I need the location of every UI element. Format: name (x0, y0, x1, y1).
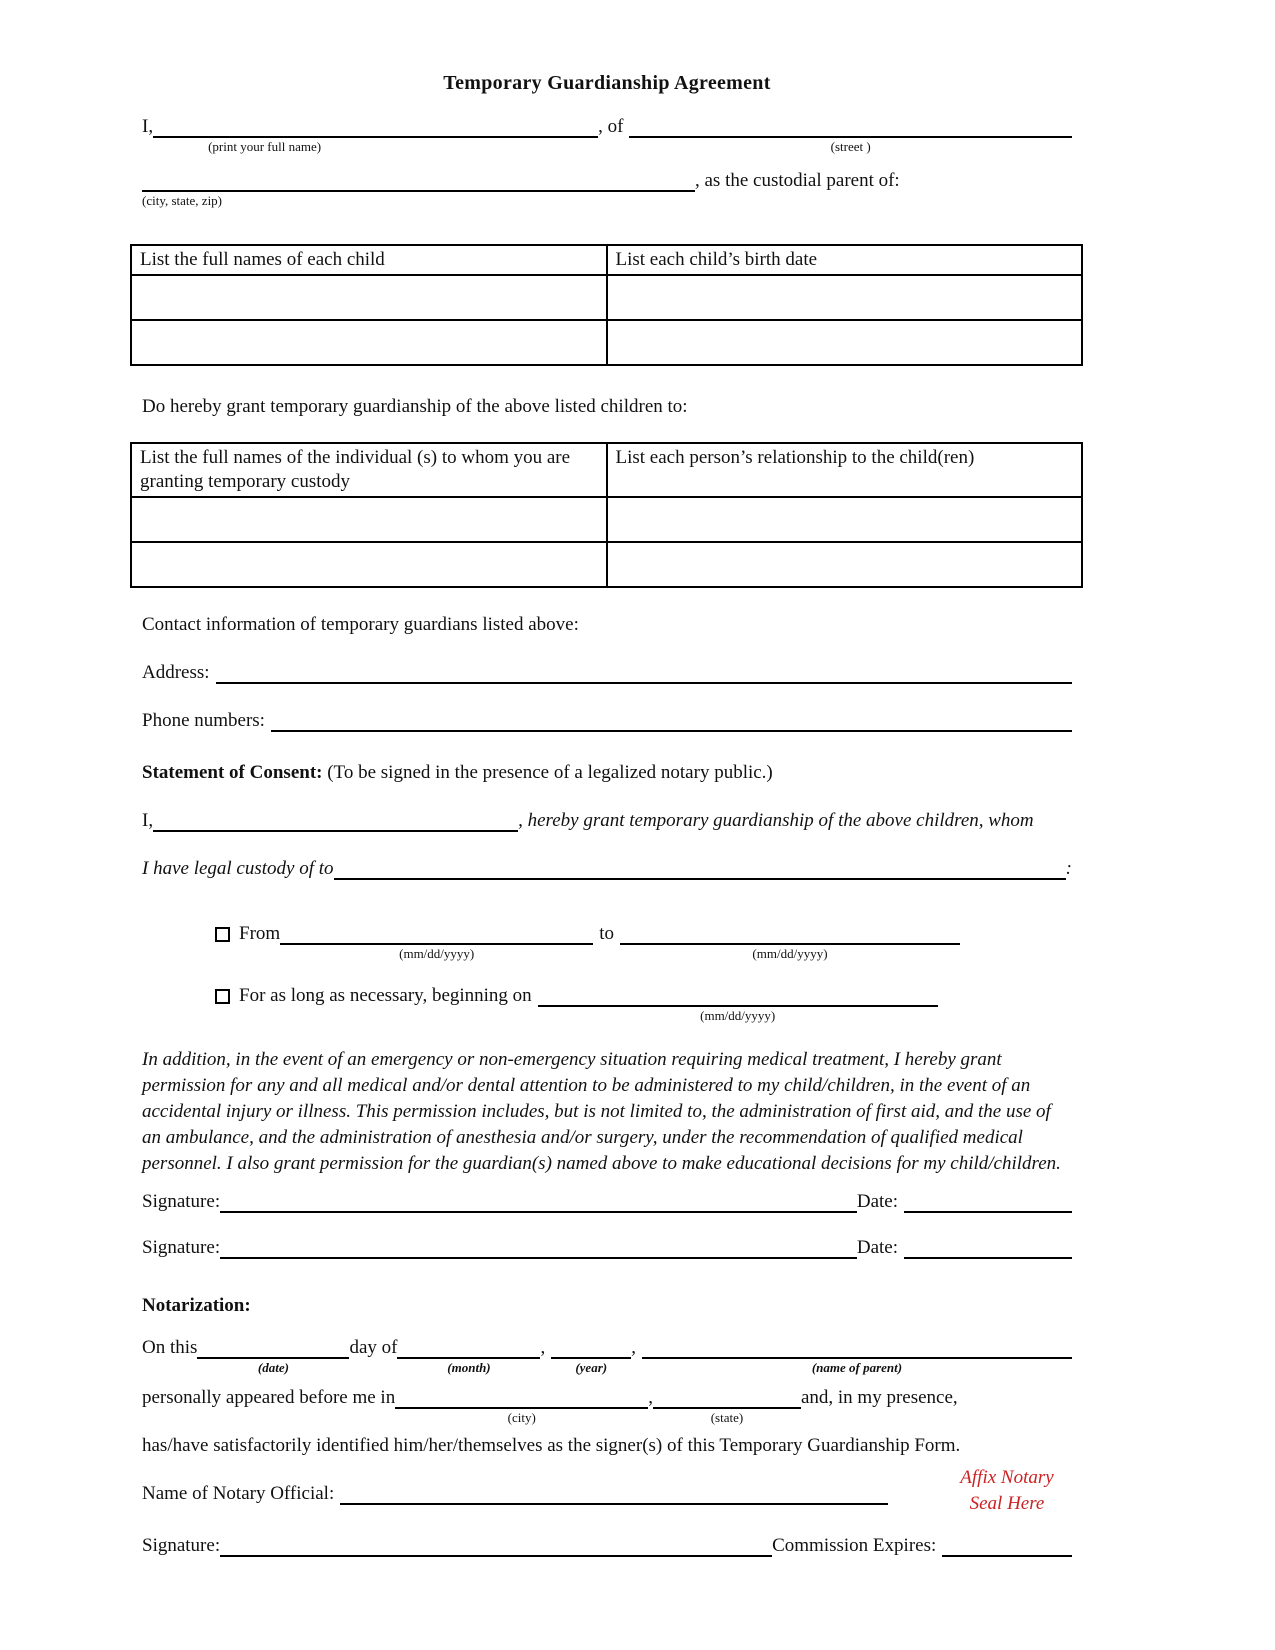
notarization-heading: Notarization: (142, 1295, 251, 1316)
commission-label: Commission Expires: (772, 1535, 937, 1556)
signature-blank-1[interactable] (220, 1193, 857, 1213)
commission-date-blank[interactable] (942, 1537, 1072, 1557)
state-hint: (state) (710, 1410, 744, 1425)
signature-row-2 (142, 1237, 1072, 1259)
guardian-name-cell[interactable] (131, 542, 607, 587)
of-label: , of (598, 116, 624, 137)
name-street-row (142, 116, 1072, 154)
consent-i-label: I, (142, 810, 154, 831)
to-label: to (599, 923, 614, 944)
affix-seal-line1: Affix Notary (960, 1467, 1054, 1488)
beginning-date-format-hint: (mm/dd/yyyy) (700, 1008, 776, 1023)
beginning-date-blank[interactable] (538, 987, 938, 1023)
notary-name-label: Name of Notary Official: (142, 1483, 335, 1504)
child-name-cell[interactable] (131, 275, 607, 320)
date-label: Date: (856, 1237, 898, 1258)
custodial-parent-label: , as the custodial parent of: (695, 170, 900, 191)
signature-label: Signature: (142, 1237, 221, 1258)
affix-seal-line2: Seal Here (969, 1493, 1045, 1514)
affix-notary-seal-note (932, 1465, 1082, 1517)
notary-signature-blank[interactable] (220, 1537, 772, 1557)
date-blank-1[interactable] (904, 1193, 1072, 1213)
children-name-header: List the full names of each child (131, 245, 607, 275)
notary-signature-row (142, 1535, 1072, 1557)
notary-day-blank[interactable] (197, 1339, 349, 1375)
from-to-checkbox[interactable] (215, 927, 230, 942)
address-blank[interactable] (216, 664, 1072, 684)
consent-name-blank[interactable] (153, 812, 518, 832)
on-this-label: On this (142, 1337, 198, 1358)
phone-label: Phone numbers: (142, 710, 265, 731)
signature-label: Signature: (142, 1535, 221, 1556)
from-to-row (215, 923, 1072, 961)
guardian-relationship-cell[interactable] (607, 497, 1083, 542)
parent-name-blank[interactable] (153, 118, 598, 154)
address-row (142, 662, 1072, 684)
notary-month-blank[interactable] (397, 1339, 540, 1375)
comma: , (631, 1337, 636, 1358)
presence-label: and, in my presence, (800, 1387, 958, 1408)
signature-blank-2[interactable] (220, 1239, 857, 1259)
guardians-table (130, 442, 1083, 588)
notary-date-row (142, 1337, 1072, 1375)
identified-text: has/have satisfactorily identified him/her/themselves as the signer(s) of this Temporary Guardianship Form. (142, 1435, 961, 1456)
year-hint: (year) (575, 1360, 608, 1375)
custody-row (142, 858, 1072, 880)
appeared-label: personally appeared before me in (142, 1387, 396, 1408)
consent-grant-text: , hereby grant temporary guardianship of the above children, whom (518, 810, 1034, 831)
guardian-relationship-header: List each person’s relationship to the child(ren) (607, 443, 1083, 497)
duration-label: For as long as necessary, beginning on (239, 985, 532, 1006)
appeared-row (142, 1387, 1072, 1425)
city-state-zip-blank[interactable] (142, 172, 695, 208)
notary-year-blank[interactable] (551, 1339, 631, 1375)
street-hint: (street ) (830, 139, 871, 154)
notary-parent-name-blank[interactable] (642, 1339, 1072, 1375)
phone-row (142, 710, 1072, 732)
child-name-cell[interactable] (131, 320, 607, 365)
duration-checkbox[interactable] (215, 989, 230, 1004)
custody-text: I have legal custody of to (142, 858, 334, 879)
from-label: From (239, 923, 281, 944)
contact-heading: Contact information of temporary guardians listed above: (142, 614, 579, 635)
from-date-blank[interactable] (280, 925, 593, 961)
phone-blank[interactable] (271, 712, 1072, 732)
day-of-label: day of (349, 1337, 398, 1358)
notary-name-row (142, 1467, 1072, 1514)
comma: , (540, 1337, 546, 1358)
to-date-format-hint: (mm/dd/yyyy) (752, 946, 828, 961)
guardian-name-header: List the full names of the individual (s) to whom you are granting temporary custody (131, 443, 607, 497)
children-birthdate-header: List each child’s birth date (607, 245, 1083, 275)
child-birthdate-cell[interactable] (607, 275, 1083, 320)
medical-permission-paragraph: In addition, in the event of an emergency or non-emergency situation requiring medical treatment, I hereby grant permission for any and all medical and/or dental attention to be administered to my child/children, in the event of an accidental injury or illness. This permission includes, but is not limited to, the administration of first aid, and the use of an ambulance, and the administration of anesthesia and/or surgery, under the recommendation of qualified medical personnel. I also grant permission for the guardian(s) named above to make educational decisions for my child/children. (142, 1049, 1061, 1174)
page-title: Temporary Guardianship Agreement (443, 72, 771, 94)
guardian-name-cell[interactable] (131, 497, 607, 542)
month-hint: (month) (447, 1360, 491, 1375)
custody-blank[interactable] (334, 860, 1066, 880)
grant-statement: Do hereby grant temporary guardianship of the above listed children to: (142, 396, 688, 417)
custody-colon: : (1065, 858, 1072, 879)
consent-heading-rest: (To be signed in the presence of a legalized notary public.) (327, 762, 773, 783)
consent-heading-bold: Statement of Consent: (142, 762, 323, 783)
child-birthdate-cell[interactable] (607, 320, 1083, 365)
date-label: Date: (856, 1191, 898, 1212)
notary-name-blank[interactable] (340, 1485, 888, 1505)
city-state-zip-hint: (city, state, zip) (142, 193, 223, 208)
notary-city-blank[interactable] (395, 1389, 648, 1425)
address-label: Address: (142, 662, 210, 683)
notary-state-blank[interactable] (653, 1389, 801, 1425)
date-hint: (date) (257, 1360, 289, 1375)
date-blank-2[interactable] (904, 1239, 1072, 1259)
guardian-relationship-cell[interactable] (607, 542, 1083, 587)
to-date-blank[interactable] (620, 925, 960, 961)
city-hint: (city) (507, 1410, 536, 1425)
consent-name-row (142, 810, 1072, 832)
children-table (130, 244, 1083, 366)
consent-heading (142, 762, 1072, 784)
from-date-format-hint: (mm/dd/yyyy) (399, 946, 475, 961)
city-row (142, 170, 1072, 208)
signature-label: Signature: (142, 1191, 221, 1212)
signature-row-1 (142, 1191, 1072, 1213)
print-name-hint: (print your full name) (208, 139, 322, 154)
i-label: I, (142, 116, 154, 137)
street-blank[interactable] (629, 118, 1072, 154)
comma: , (648, 1387, 653, 1408)
parent-name-hint: (name of parent) (811, 1360, 903, 1375)
duration-row (215, 985, 1072, 1023)
